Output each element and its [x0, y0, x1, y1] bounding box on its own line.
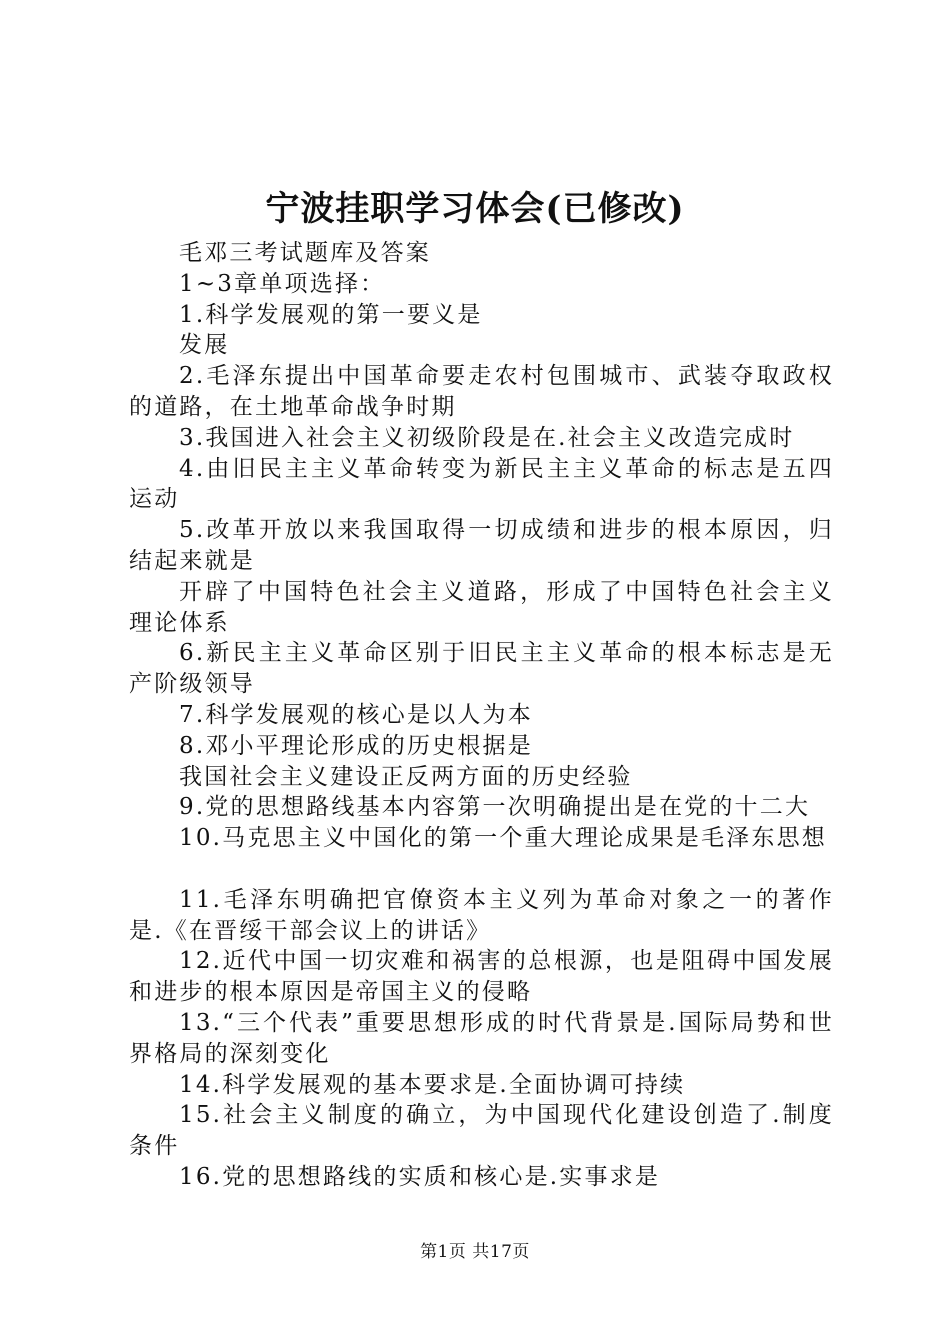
paragraph-question-1: 1.科学发展观的第一要义是	[179, 301, 483, 328]
paragraph-answer-8: 我国社会主义建设正反两方面的历史经验	[179, 763, 633, 790]
paragraph-question-11: 11.毛泽东明确把官僚资本主义列为革命对象之一的著作是.《在晋绥干部会议上的讲话》	[129, 886, 834, 944]
paragraph-question-9: 9.党的思想路线基本内容第一次明确提出是在党的十二大	[179, 794, 811, 821]
paragraph-question-8: 8.邓小平理论形成的历史根据是	[179, 732, 533, 759]
paragraph-question-14: 14.科学发展观的基本要求是.全面协调可持续	[179, 1071, 686, 1098]
paragraph-question-5: 5.改革开放以来我国取得一切成绩和进步的根本原因，归结起来就是	[129, 517, 834, 574]
paragraph-question-3: 3.我国进入社会主义初级阶段是在.社会主义改造完成时	[179, 424, 795, 451]
paragraph-question-6: 6.新民主主义革命区别于旧民主主义革命的根本标志是无产阶级领导	[129, 640, 834, 698]
document-title: 宁波挂职学习体会(已修改)	[265, 189, 685, 229]
paragraph-answer-1: 发展	[179, 332, 230, 359]
paragraph-question-10: 10.马克思主义中国化的第一个重大理论成果是毛泽东思想	[179, 825, 827, 852]
paragraph-question-16: 16.党的思想路线的实质和核心是.实事求是	[179, 1163, 661, 1190]
paragraph-intro: 毛邓三考试题库及答案	[179, 240, 431, 266]
paragraph-question-15: 15.社会主义制度的确立，为中国现代化建设创造了.制度条件	[129, 1102, 834, 1160]
paragraph-section-heading: 1~3章单项选择：	[179, 270, 386, 297]
paragraph-question-13: 13.“三个代表”重要思想形成的时代背景是.国际局势和世界格局的深刻变化	[129, 1009, 834, 1067]
document-body	[129, 238, 834, 1193]
paragraph-question-4: 4.由旧民主主义革命转变为新民主主义革命的标志是五四运动	[129, 455, 834, 513]
paragraph-question-2: 2.毛泽东提出中国革命要走农村包围城市、武装夺取政权的道路，在土地革命战争时期	[129, 363, 834, 420]
page-number-footer: 第1页 共17页	[420, 1242, 530, 1262]
paragraph-answer-5: 开辟了中国特色社会主义道路，形成了中国特色社会主义理论体系	[129, 578, 834, 636]
paragraph-question-12: 12.近代中国一切灾难和祸害的总根源，也是阻碍中国发展和进步的根本原因是帝国主义的侵略	[129, 948, 834, 1006]
paragraph-question-7: 7.科学发展观的核心是以人为本	[179, 701, 533, 728]
